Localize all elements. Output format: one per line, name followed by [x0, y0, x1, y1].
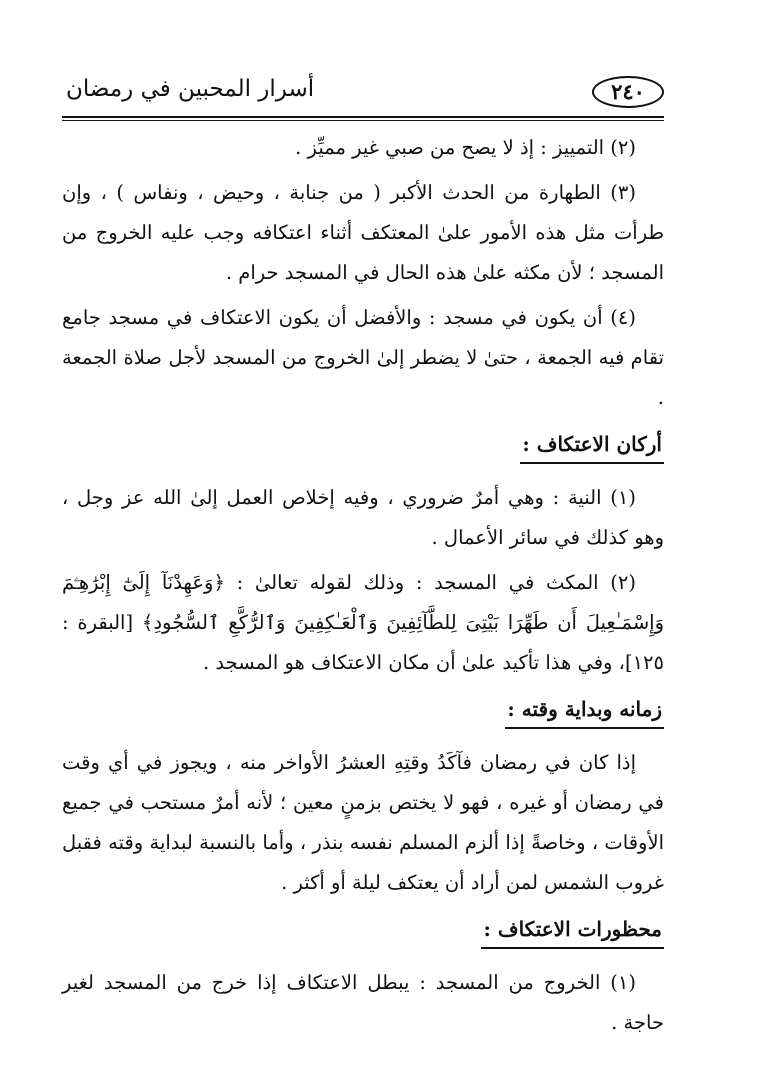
paragraph-pillar-2: [62, 563, 664, 683]
paragraph-condition-4: (٤) أن يكون في مسجد : والأفضل أن يكون الاعتكاف في مسجد جامع تقام فيه الجمعة ، حتىٰ لا يضطر إلىٰ الخروج من المسجد لأجل صلاة الجمعة .: [62, 306, 664, 409]
paragraph-pillar-1: (١) النية : وهي أمرٌ ضروري ، وفيه إخلاص العمل إلىٰ الله عز وجل ، وهو كذلك في سائر الأعمال .: [62, 486, 664, 549]
header-rule-thick: [62, 116, 664, 118]
verse-reference: [البقرة : ١٢٥]: [62, 611, 664, 674]
book-title: أسرار المحبين في رمضان: [66, 76, 315, 102]
paragraph-timing: إذا كان في رمضان فآكَدُ وقتِهِ العشرُ الأواخر منه ، ويجوز في أي وقت في رمضان أو غيره ، فهو لا يختص بزمنٍ معين ؛ لأنه أمرٌ مستحب في جميع الأوقات ، وخاصةً إذا ألزم المسلم نفسه بنذر ، وأما بالنسبة لبداية وقته فقبل غروب الشمس لمن أراد أن يعتكف ليلة أو أكثر .: [62, 751, 664, 894]
heading-prohibitions: محظورات الاعتكاف :: [481, 914, 664, 949]
paragraph-condition-3: (٣) الطهارة من الحدث الأكبر ( من جنابة ، وحيض ، ونفاس ) ، وإن طرأت مثل هذه الأمور علىٰ المعتكف أثناء اعتكافه وجب عليه الخروج من المسجد ؛ لأن مكثه علىٰ هذه الحال في المسجد حرام .: [62, 181, 664, 284]
heading-pillars: أركان الاعتكاف :: [520, 429, 664, 464]
page-header: [62, 66, 664, 116]
pillar-2-conclusion: ، وفي هذا تأكيد علىٰ أن مكان الاعتكاف هو المسجد .: [203, 651, 625, 674]
heading-timing: زمانه وبداية وقته :: [505, 694, 664, 729]
page-number: ٢٤٠: [592, 76, 664, 108]
header-rule-thin: [62, 120, 664, 121]
quran-verse: ﴿وَعَهِدْنَآ إِلَىٰٓ إِبْرَٰهِـۧمَ وَإِسْمَـٰعِيلَ أَن طَهِّرَا بَيْتِىَ لِلطَّآئِفِينَ وَٱلْعَـٰكِفِينَ وَٱلرُّكَّعِ ٱلسُّجُودِ﴾: [62, 571, 664, 634]
paragraph-condition-2: (٢) التمييز : إذ لا يصح من صبي غير مميِّز .: [295, 136, 636, 159]
paragraph-prohibition-1: (١) الخروج من المسجد : يبطل الاعتكاف إذا خرج من المسجد لغير حاجة .: [62, 971, 664, 1034]
page-body: [62, 128, 664, 1048]
pillar-2-intro: (٢) المكث في المسجد : وذلك لقوله تعالىٰ :: [224, 571, 636, 594]
